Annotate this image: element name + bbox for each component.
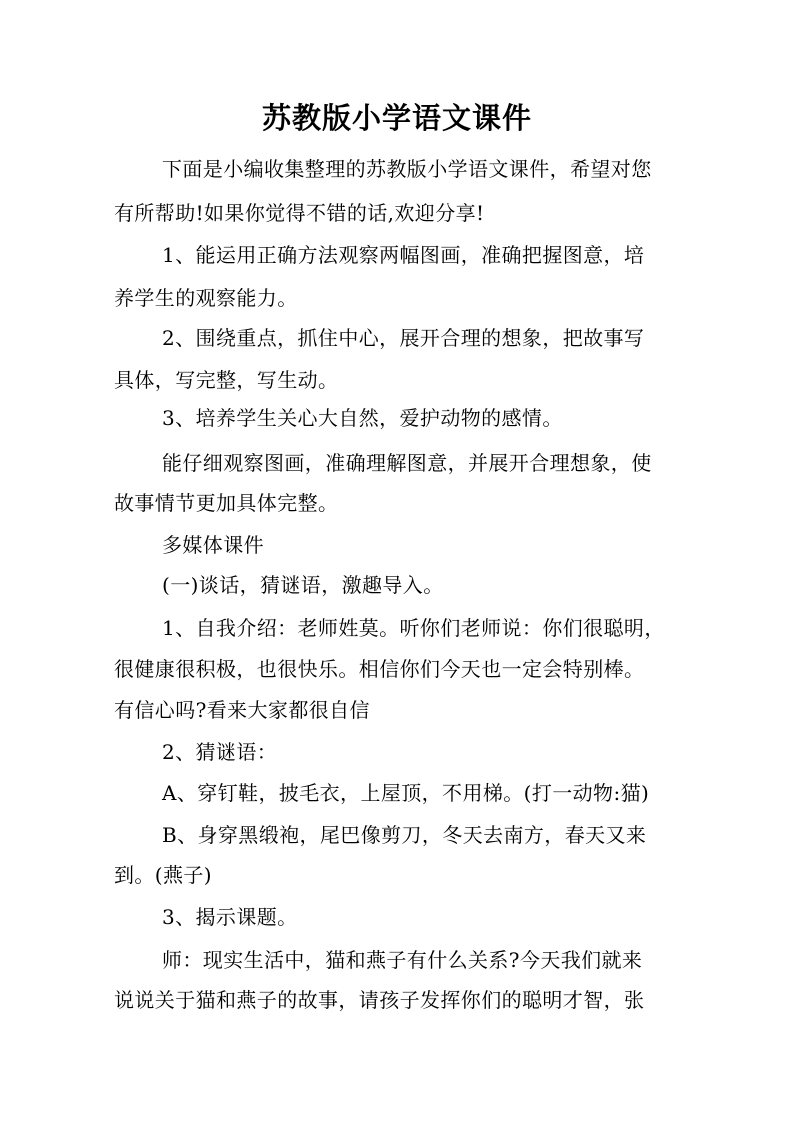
paragraph-line: 能仔细观察图画，准确理解图意，并展开合理想象，使 (162, 451, 652, 475)
paragraph-line: 师：现实生活中，猫和燕子有什么关系?今天我们就来 (162, 948, 643, 972)
paragraph-line: 说说关于猫和燕子的故事，请孩子发挥你们的聪明才智，张 (114, 988, 645, 1012)
paragraph-line: 多媒体课件 (162, 533, 264, 557)
paragraph-line: (一)谈话，猜谜语，激趣导入。 (162, 573, 444, 597)
paragraph-line: 故事情节更加具体完整。 (114, 491, 339, 515)
paragraph-line: 有信心吗?看来大家都很自信 (114, 698, 370, 722)
paragraph-line: 1、自我介绍：老师姓莫。听你们老师说：你们很聪明， (162, 616, 665, 640)
paragraph-line: 养学生的观察能力。 (114, 286, 298, 310)
paragraph-line: 很健康很积极，也很快乐。相信你们今天也一定会特别棒。 (114, 657, 645, 681)
paragraph-line: 具体，写完整，写生动。 (114, 368, 339, 392)
document-title: 苏教版小学语文课件 (261, 101, 532, 135)
paragraph-line: A、穿钉鞋，披毛衣，上屋顶，不用梯。(打一动物:猫) (162, 781, 650, 805)
paragraph-line: 3、揭示课题。 (162, 905, 298, 929)
paragraph-line: 2、猜谜语： (162, 740, 278, 764)
paragraph-line: 下面是小编收集整理的苏教版小学语文课件，希望对您 (162, 157, 652, 181)
paragraph-line: 1、能运用正确方法观察两幅图画，准确把握图意，培 (162, 243, 645, 267)
paragraph-line: 2、围绕重点，抓住中心，展开合理的想象，把故事写 (162, 326, 645, 350)
paragraph-line: 有所帮助!如果你觉得不错的话,欢迎分享! (114, 201, 485, 225)
paragraph-line: 3、培养学生关心大自然，爱护动物的感情。 (162, 406, 563, 430)
paragraph-line: B、身穿黑缎袍，尾巴像剪刀，冬天去南方，春天又来 (162, 823, 647, 847)
paragraph-line: 到。(燕子) (114, 863, 213, 887)
